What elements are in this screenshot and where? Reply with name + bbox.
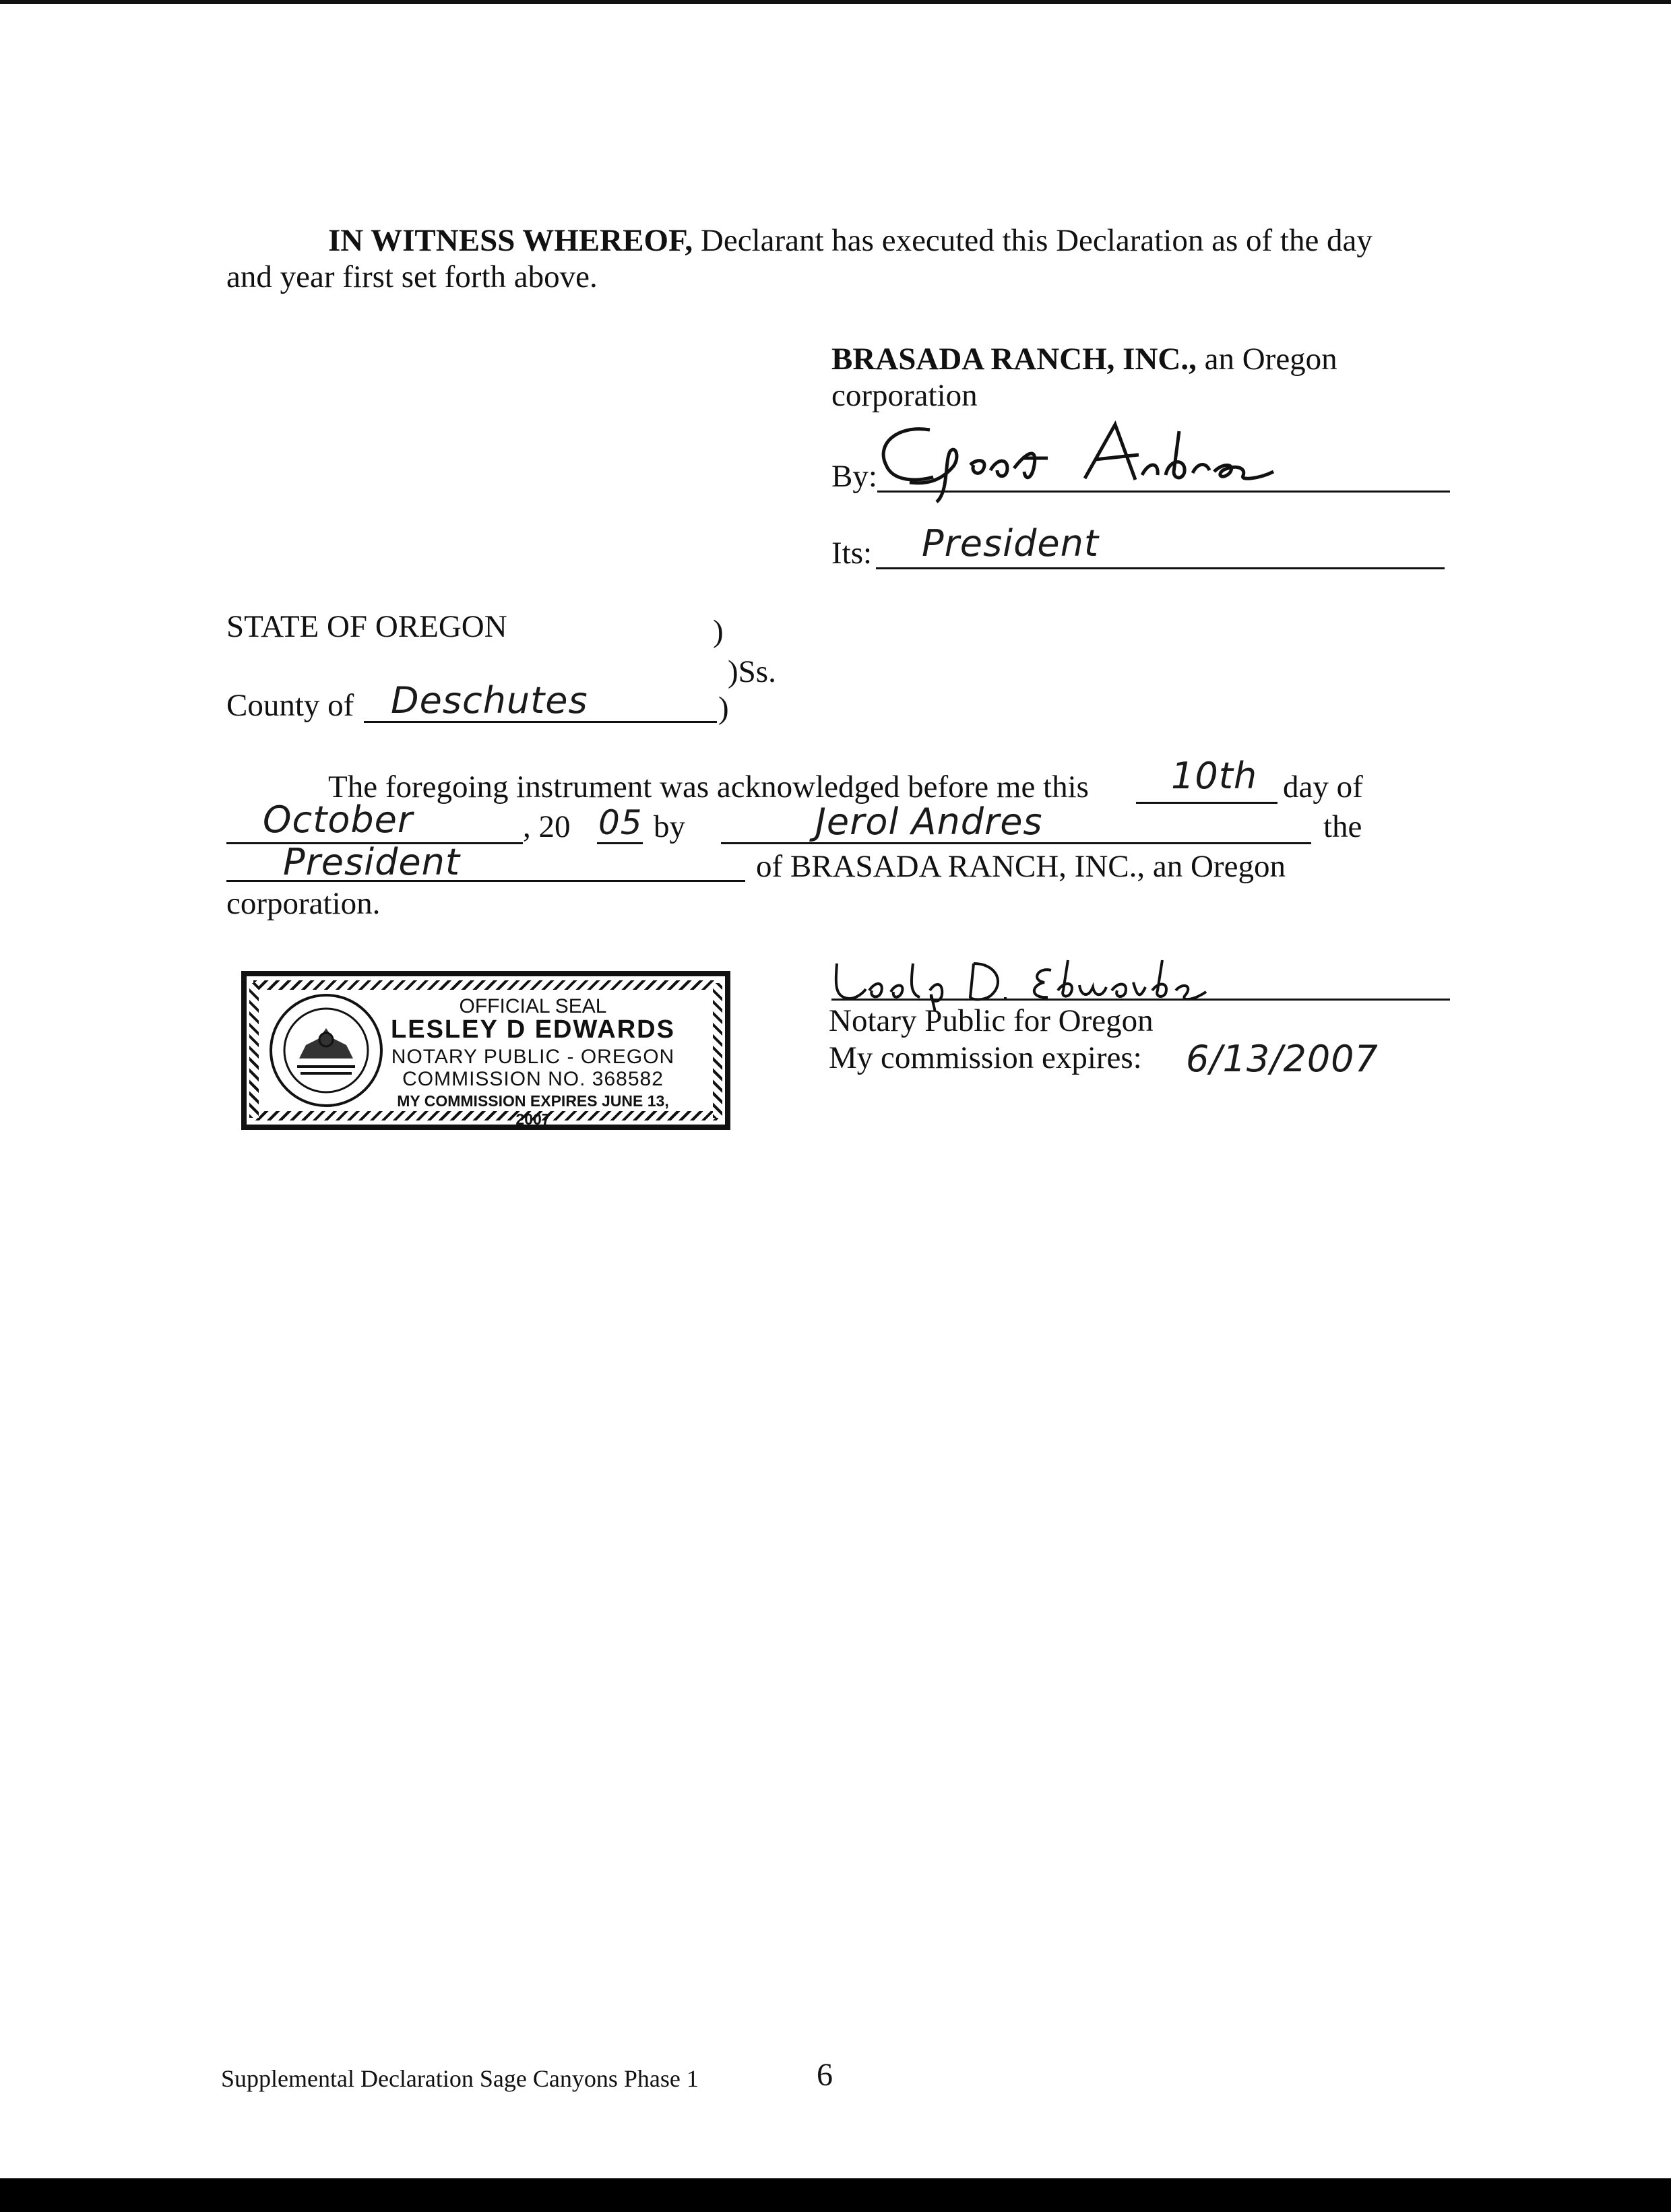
president-signature <box>869 418 1287 505</box>
corporation-line-2: corporation <box>831 378 978 413</box>
witness-lead: IN WITNESS WHEREOF, <box>328 223 693 258</box>
witness-line-1 <box>328 222 1373 259</box>
ack-line-1-text: The foregoing instrument was acknowledged before me this <box>328 769 1089 804</box>
year-value: 05 <box>598 803 643 842</box>
day-value: 10th <box>1171 755 1258 797</box>
scan-top-edge <box>0 0 1671 4</box>
state-seal-emblem <box>267 991 385 1110</box>
seal-expiration: MY COMMISSION EXPIRES JUNE 13, 2007 <box>397 1092 669 1128</box>
corporation-line-1 <box>831 341 1337 377</box>
signer-name: Jerol Andres <box>815 800 1043 843</box>
footer-title: Supplemental Declaration Sage Canyons Phase 1 <box>221 2065 699 2092</box>
seal-notary-name: LESLEY D EDWARDS <box>391 1015 675 1044</box>
county-value: Deschutes <box>391 679 588 722</box>
day-line <box>1136 802 1278 804</box>
commission-label: My commission expires: <box>829 1040 1142 1075</box>
state-label: STATE OF OREGON <box>226 609 507 644</box>
seal-rope-top <box>253 980 718 990</box>
page-number: 6 <box>817 2057 833 2093</box>
seal-rope-right <box>713 983 722 1118</box>
year-prefix: , 20 <box>523 809 571 844</box>
ack-line-4: corporation. <box>226 886 381 921</box>
day-of-text: day of <box>1283 769 1363 804</box>
official-seal-stamp <box>241 971 730 1130</box>
by-label: By: <box>831 459 877 494</box>
seal-heading: OFFICIAL SEAL <box>459 995 607 1017</box>
venue-ss: )Ss. <box>728 654 776 689</box>
by-text: by <box>654 809 685 844</box>
seal-commission-number: COMMISSION NO. 368582 <box>402 1068 664 1090</box>
scan-bottom-edge <box>0 2178 1671 2212</box>
its-value: President <box>922 522 1100 565</box>
venue-paren-3: ) <box>718 691 729 726</box>
corporation-suffix: an Oregon <box>1196 342 1337 377</box>
the-text: the <box>1323 809 1362 844</box>
title-value: President <box>283 841 461 883</box>
witness-line-2: and year first set forth above. <box>226 259 598 294</box>
notary-label: Notary Public for Oregon <box>829 1003 1154 1038</box>
seal-notary-title: NOTARY PUBLIC - OREGON <box>391 1046 675 1068</box>
witness-rest: Declarant has executed this Declaration as of the day <box>693 223 1373 258</box>
corporation-name: BRASADA RANCH, INC., <box>831 342 1197 377</box>
its-line <box>876 567 1445 569</box>
notary-signature-line <box>831 999 1450 1001</box>
commission-value: 6/13/2007 <box>1186 1038 1379 1080</box>
year-line <box>597 842 643 844</box>
seal-rope-left <box>249 983 259 1118</box>
company-text: of BRASADA RANCH, INC., an Oregon <box>756 849 1286 884</box>
venue-paren-1: ) <box>713 614 724 649</box>
its-label: Its: <box>831 536 873 571</box>
county-label: County of <box>226 688 354 723</box>
notary-signature <box>829 950 1260 1011</box>
month-value: October <box>263 798 414 841</box>
